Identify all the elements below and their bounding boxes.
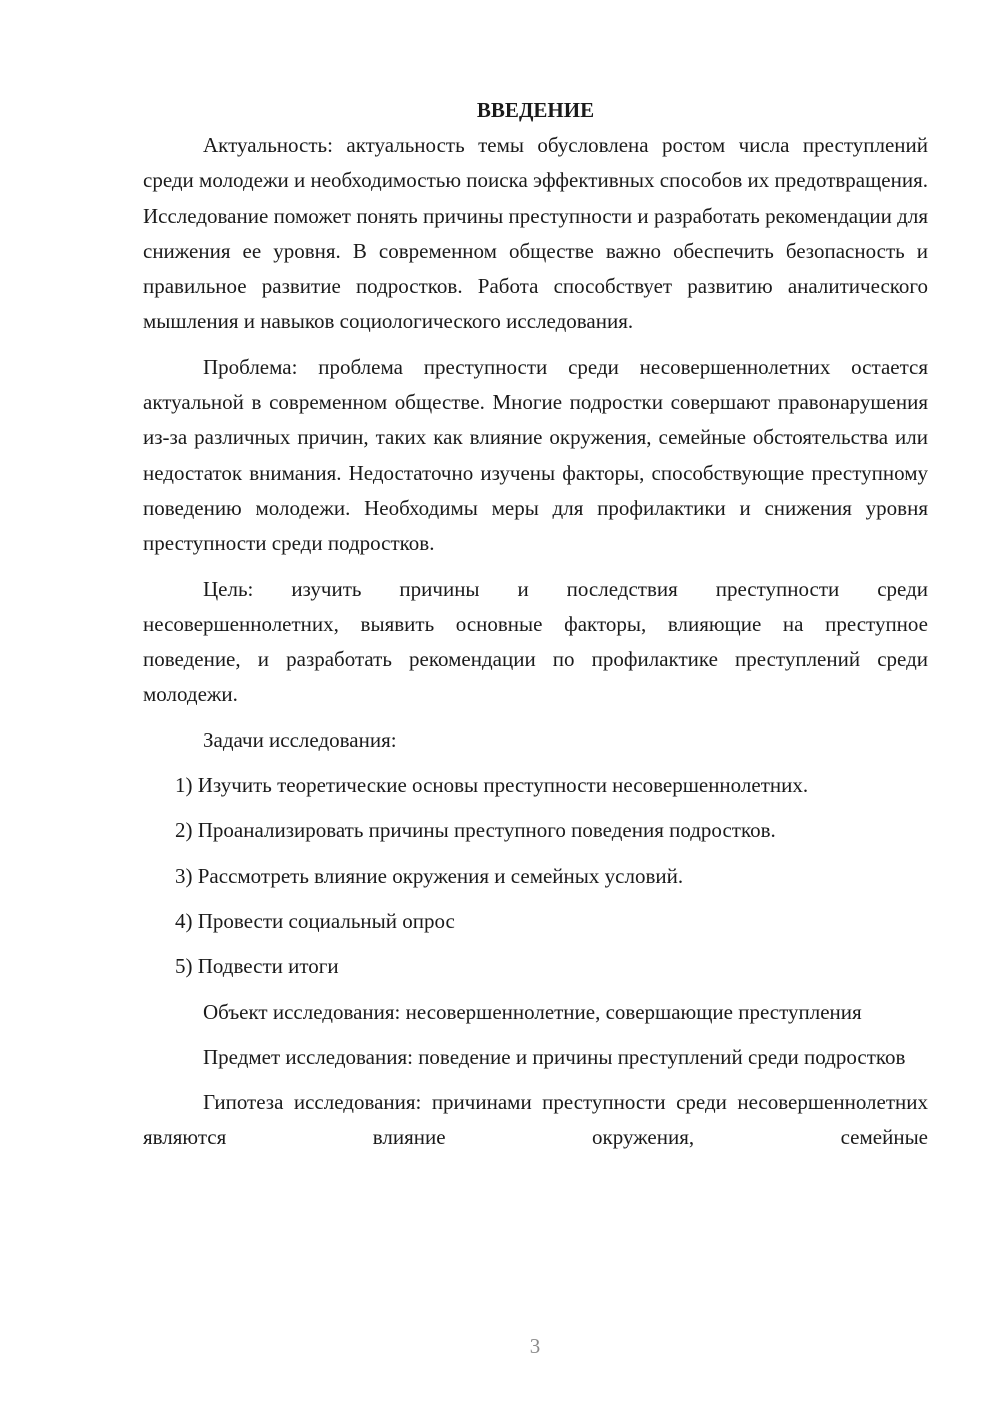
tasks-heading: Задачи исследования:: [203, 727, 397, 752]
list-item: 5) Подвести итоги: [175, 954, 339, 979]
paragraph-subject: Предмет исследования: поведение и причины преступлений среди подростков: [203, 1044, 906, 1069]
tasks-list: [143, 768, 928, 984]
page-content: [143, 92, 928, 1166]
paragraph-relevance: Актуальность: актуальность темы обусловлена ростом числа преступлений среди молодежи и необходимостью поиска эффективных способов их предотвращения. Исследование поможет понять причины преступности и разработать рекомендации для снижения ее уровня. В современном обществе важно обеспечить безопасность и правильное развитие подростков. Работа способствует развитию аналитического мышления и навыков социологического исследования.: [143, 133, 928, 334]
paragraph-goal: Цель: изучить причины и последствия преступности среди несовершеннолетних, выявить основные факторы, влияющие на преступное поведение, и разработать рекомендации по профилактике преступлений среди молодежи.: [143, 576, 928, 707]
page-title: ВВЕДЕНИЕ: [476, 98, 595, 122]
list-item: 2) Проанализировать причины преступного поведения подростков.: [175, 818, 776, 843]
list-item: 1) Изучить теоретические основы преступности несовершеннолетних.: [175, 773, 809, 798]
page-number: 3: [529, 1334, 541, 1358]
paragraph-problem: Проблема: проблема преступности среди несовершеннолетних остается актуальной в современном обществе. Многие подростки совершают правонарушения из-за различных причин, таких как влияние окружения, семейные обстоятельства или недостаток внимания. Недостаточно изучены факторы, способствующие преступному поведению молодежи. Необходимы меры для профилактики и снижения уровня преступности среди подростков.: [143, 354, 928, 556]
paragraph-hypothesis: Гипотеза исследования: причинами преступности среди несовершеннолетних являются влияние окружения, семейные: [143, 1090, 928, 1150]
list-item: 4) Провести социальный опрос: [175, 908, 455, 933]
paragraph-object: Объект исследования: несовершеннолетние, совершающие преступления: [203, 999, 862, 1024]
list-item: 3) Рассмотреть влияние окружения и семейных условий.: [175, 863, 684, 888]
